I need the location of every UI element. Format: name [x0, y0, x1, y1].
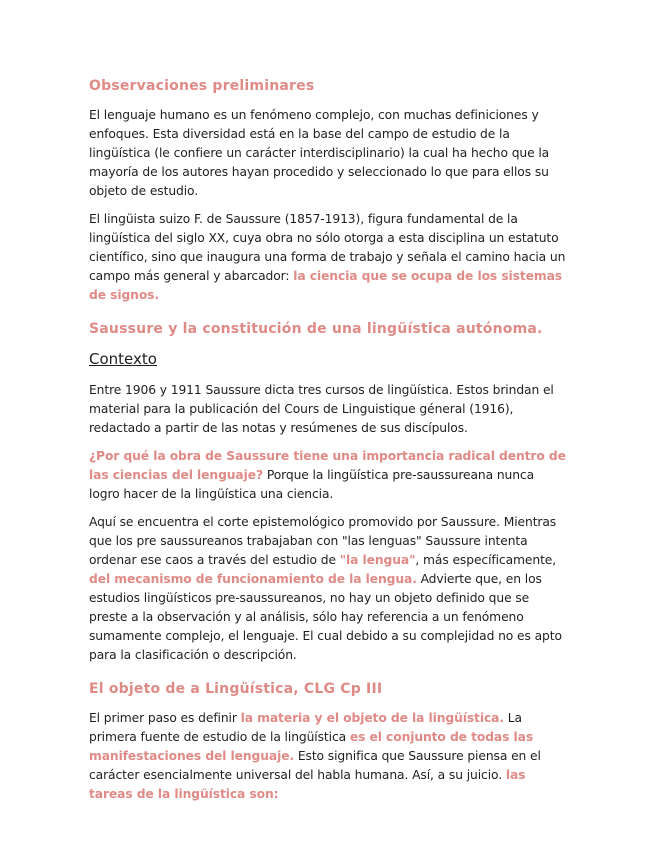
- highlighted-question: ¿Por qué la obra de Saussure tiene una importancia radical dentro de las ciencias del lenguaje?: [89, 449, 566, 482]
- highlighted-text: la ciencia que se ocupa de los sistemas de signos.: [89, 269, 563, 302]
- paragraph: [89, 709, 567, 804]
- paragraph-text: Aquí se encuentra el corte epistemológico promovido por Saussure. Mientras que los pre saussureanos trabajaban con "las lenguas" Saussure intenta ordenar ese caos a través del estudio de: [89, 515, 557, 567]
- section-heading-objeto: El objeto de a Lingüística, CLG Cp III: [89, 681, 383, 697]
- paragraph-text: Porque la lingüística pre-saussureana nunca logro hacer de la lingüística una ciencia.: [89, 468, 535, 501]
- paragraph-text: , más específicamente,: [415, 553, 557, 567]
- highlighted-text: es el conjunto de todas las manifestaciones del lenguaje.: [89, 730, 534, 763]
- paragraph: [89, 210, 567, 305]
- section-heading-saussure: Saussure y la constitución de una lingüística autónoma.: [89, 321, 543, 337]
- paragraph: [89, 513, 567, 665]
- paragraph-text: Esto significa que Saussure piensa en el carácter esencialmente universal del habla humana. Así, a su juicio.: [89, 749, 541, 782]
- highlighted-text: del mecanismo de funcionamiento de la lengua.: [89, 572, 417, 586]
- subsection-heading-contexto: Contexto: [89, 350, 157, 368]
- highlighted-text: la materia y el objeto de la lingüística.: [240, 711, 504, 725]
- paragraph-text: La primera fuente de estudio de la lingüística: [89, 711, 522, 744]
- paragraph: [89, 447, 567, 504]
- paragraph-text: El primer paso es definir: [89, 711, 241, 725]
- paragraph-text: El lingüista suizo F. de Saussure (1857-1913), figura fundamental de la lingüística del siglo XX, cuya obra no sólo otorga a esta disciplina un estatuto científico, sino que inaugura una forma de trabajo y señala el camino hacia un campo más general y abarcador:: [89, 212, 566, 283]
- paragraph-text: Advierte que, en los estudios lingüísticos pre-saussureanos, no hay un objeto definido que se preste a la observación y al análisis, sólo hay referencia a un fenómeno sumamente complejo, el lenguaje. El cual debido a su complejidad no es apto para la clasificación o descripción.: [89, 572, 562, 662]
- section-heading-preliminares: Observaciones preliminares: [89, 78, 315, 94]
- highlighted-text: "la lengua": [339, 553, 416, 567]
- paragraph: Entre 1906 y 1911 Saussure dicta tres cursos de lingüística. Estos brindan el material para la publicación del Cours de Linguistique géneral (1916), redactado a partir de las notas y resúmenes de sus discípulos.: [89, 383, 554, 435]
- highlighted-text: las tareas de la lingüística son:: [89, 768, 526, 801]
- paragraph: El lenguaje humano es un fenómeno complejo, con muchas definiciones y enfoques. Esta diversidad está en la base del campo de estudio de la lingüística (le confiere un carácter interdisciplinario) la cual ha hecho que la mayoría de los autores hayan procedido y seleccionado lo que para ellos su objeto de estudio.: [89, 108, 550, 198]
